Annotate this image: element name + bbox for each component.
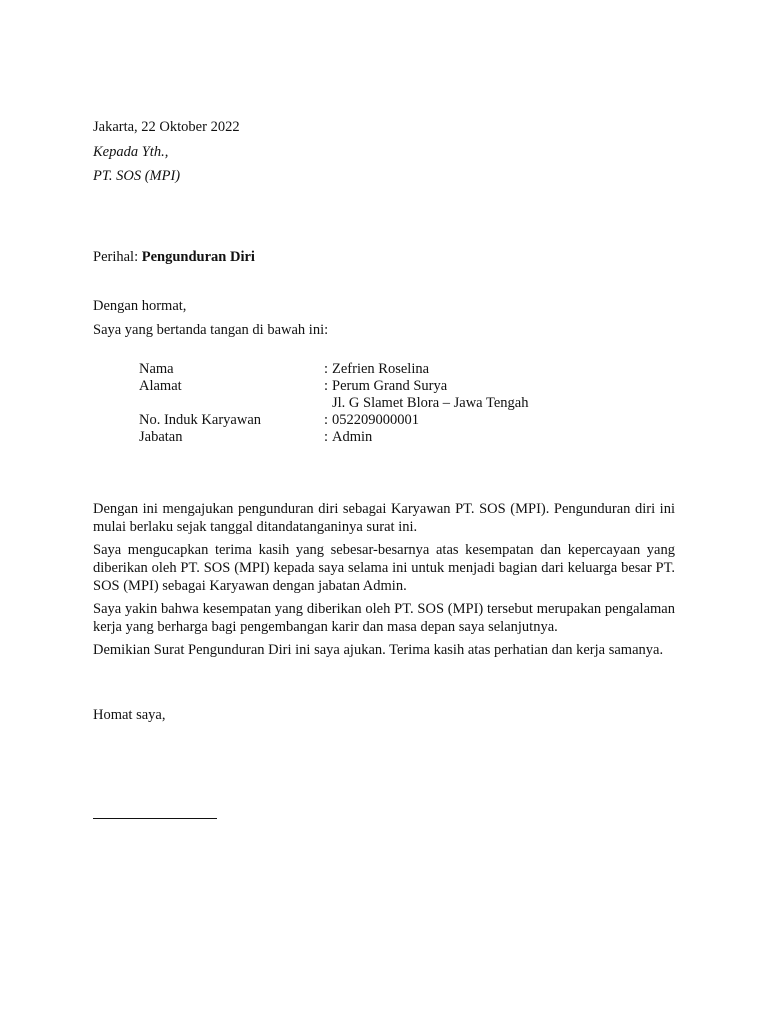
subject-label: Perihal: [93,249,139,265]
subject-value: Pengunduran Diri [141,249,255,265]
subject-line [93,248,255,266]
detail-value: Perum Grand Surya [332,378,448,394]
detail-colon: : [324,412,329,428]
detail-row-nama [139,361,659,378]
detail-row-alamat-line-2 [139,395,659,412]
body-paragraph: Saya mengucapkan terima kasih yang sebesar-besarnya atas kesempatan dan kepercayaan yang diberikan oleh PT. SOS (MPI) kepada saya selama ini untuk menjadi bagian dari keluarga besar PT. SOS (MPI) sebagai Karyawan dengan jabatan Admin. [93,542,675,594]
employee-details [139,361,659,446]
place-date: Jakarta, 22 Oktober 2022 [93,119,240,135]
detail-row-jabatan [139,429,659,446]
detail-value: Jl. G Slamet Blora – Jawa Tengah [332,395,529,411]
detail-row-nik [139,412,659,429]
detail-colon: : [324,429,329,445]
salutation: Dengan hormat, [93,298,187,314]
body-paragraph: Dengan ini mengajukan pengunduran diri sebagai Karyawan PT. SOS (MPI). Pengunduran diri ini mulai berlaku sejak tanggal ditandatanganinya surat ini. [93,501,675,535]
intro-line: Saya yang bertanda tangan di bawah ini: [93,322,329,338]
detail-label: No. Induk Karyawan [139,412,262,428]
body-paragraph: Saya yakin bahwa kesempatan yang diberikan oleh PT. SOS (MPI) tersebut merupakan pengalaman kerja yang berharga bagi pengembangan karir dan masa depan saya selanjutnya. [93,601,675,635]
detail-label: Jabatan [139,429,183,445]
detail-value: 052209000001 [332,412,419,428]
signature-line [93,818,217,819]
detail-colon: : [324,361,329,377]
detail-colon: : [324,378,329,394]
recipient-name: PT. SOS (MPI) [93,168,181,184]
detail-label: Alamat [139,378,182,394]
detail-row-alamat [139,378,659,395]
detail-value: Admin [332,429,373,445]
letter-body [93,500,675,664]
closing-line: Homat saya, [93,707,166,723]
detail-value: Zefrien Roselina [332,361,430,377]
recipient-greeting: Kepada Yth., [93,144,169,160]
body-paragraph: Demikian Surat Pengunduran Diri ini saya ajukan. Terima kasih atas perhatian dan kerja samanya. [93,642,664,658]
detail-label: Nama [139,361,174,377]
